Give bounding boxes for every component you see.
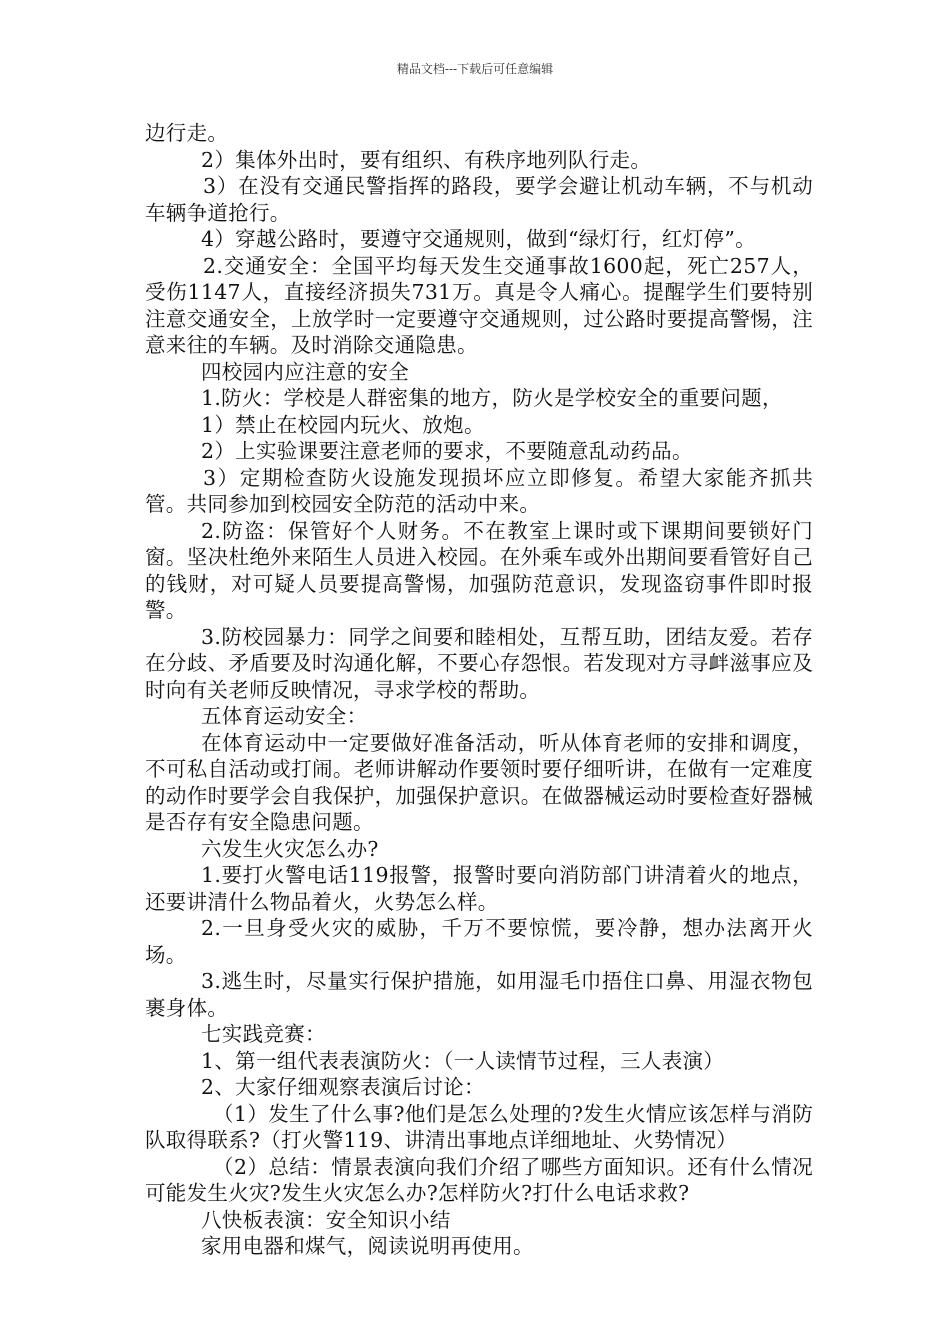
page-header: 精品文档---下载后可任意编辑 <box>396 62 554 76</box>
paragraph: 3.防校园暴力：同学之间要和睦相处，互帮互助，团结友爱。若存在分歧、矛盾要及时沟通化解，不要心存怨恨。若发现对方寻衅滋事应及时向有关老师反映情况，寻求学校的帮助。 <box>145 624 813 702</box>
paragraph: 边行走。 <box>145 121 229 145</box>
paragraph: 八快板表演：安全知识小结 <box>201 1207 451 1232</box>
paragraph: 1、第一组代表表演防火：（一人读情节过程，三人表演） <box>201 1048 725 1073</box>
paragraph: 在体育运动中一定要做好准备活动，听从体育老师的安排和调度，不可私自活动或打闹。老师讲解动作要领时要仔细听讲，在做有一定难度的动作时要学会自我保护，加强保护意识。在做器械运动时要检查好器械是否存有安全隐患问题。 <box>145 730 813 834</box>
paragraph: 1.要打火警电话119报警，报警时要向消防部门讲清着火的地点，还要讲清什么物品着火，火势怎么样。 <box>145 863 813 914</box>
paragraph: 2）上实验课要注意老师的要求，不要随意乱动药品。 <box>201 439 693 463</box>
paragraph: 2、大家仔细观察表演后讨论： <box>201 1075 485 1099</box>
document-body <box>145 120 813 1260</box>
paragraph: 2.防盗：保管好个人财务。不在教室上课时或下课期间要锁好门窗。坚决杜绝外来陌生人员进入校园。在外乘车或外出期间要看管好自己的钱财，对可疑人员要提高警惕，加强防范意识，发现盗窃事件即时报警。 <box>145 518 813 622</box>
paragraph: 五体育运动安全： <box>201 704 368 728</box>
paragraph: 3.逃生时，尽量实行保护措施，如用湿毛巾捂住口鼻、用湿衣物包裹身体。 <box>145 969 813 1020</box>
paragraph: 七实践竞赛： <box>201 1022 326 1046</box>
paragraph: 家用电器和煤气，阅读说明再使用。 <box>201 1234 534 1258</box>
paragraph: 3）定期检查防火设施发现损坏应立即修复。希望大家能齐抓共管。共同参加到校园安全防范的活动中来。 <box>145 465 813 516</box>
paragraph: （2）总结：情景表演向我们介绍了哪些方面知识。还有什么情况可能发生火灾?发生火灾怎么办?怎样防火?打什么电话求救? <box>145 1154 813 1205</box>
paragraph: 六发生火灾怎么办? <box>201 836 379 861</box>
paragraph: 2.一旦身受火灾的威胁，千万不要惊慌，要冷静，想办法离开火场。 <box>145 916 813 967</box>
paragraph: （1）发生了什么事?他们是怎么处理的?发生火情应该怎样与消防队取得联系?（打火警119、讲清出事地点详细地址、火势情况） <box>145 1101 813 1152</box>
paragraph: 2）集体外出时，要有组织、有秩序地列队行走。 <box>201 147 652 172</box>
paragraph: 四校园内应注意的安全 <box>201 359 409 384</box>
paragraph: 4）穿越公路时，要遵守交通规则，做到“绿灯行，红灯停”。 <box>201 227 756 251</box>
paragraph: 1）禁止在校园内玩火、放炮。 <box>201 412 485 437</box>
paragraph: 1.防火：学校是人群密集的地方，防火是学校安全的重要问题， <box>201 386 783 410</box>
paragraph: 3）在没有交通民警指挥的路段，要学会避让机动车辆，不与机动车辆争道抢行。 <box>145 174 813 225</box>
paragraph: 2.交通安全：全国平均每天发生交通事故1600起，死亡257人，受伤1147人，直接经济损失731万。真是令人痛心。提醒学生们要特别注意交通安全，上放学时一定要遵守交通规则，过公路时要提高警惕，注意来往的车辆。及时消除交通隐患。 <box>145 253 813 357</box>
